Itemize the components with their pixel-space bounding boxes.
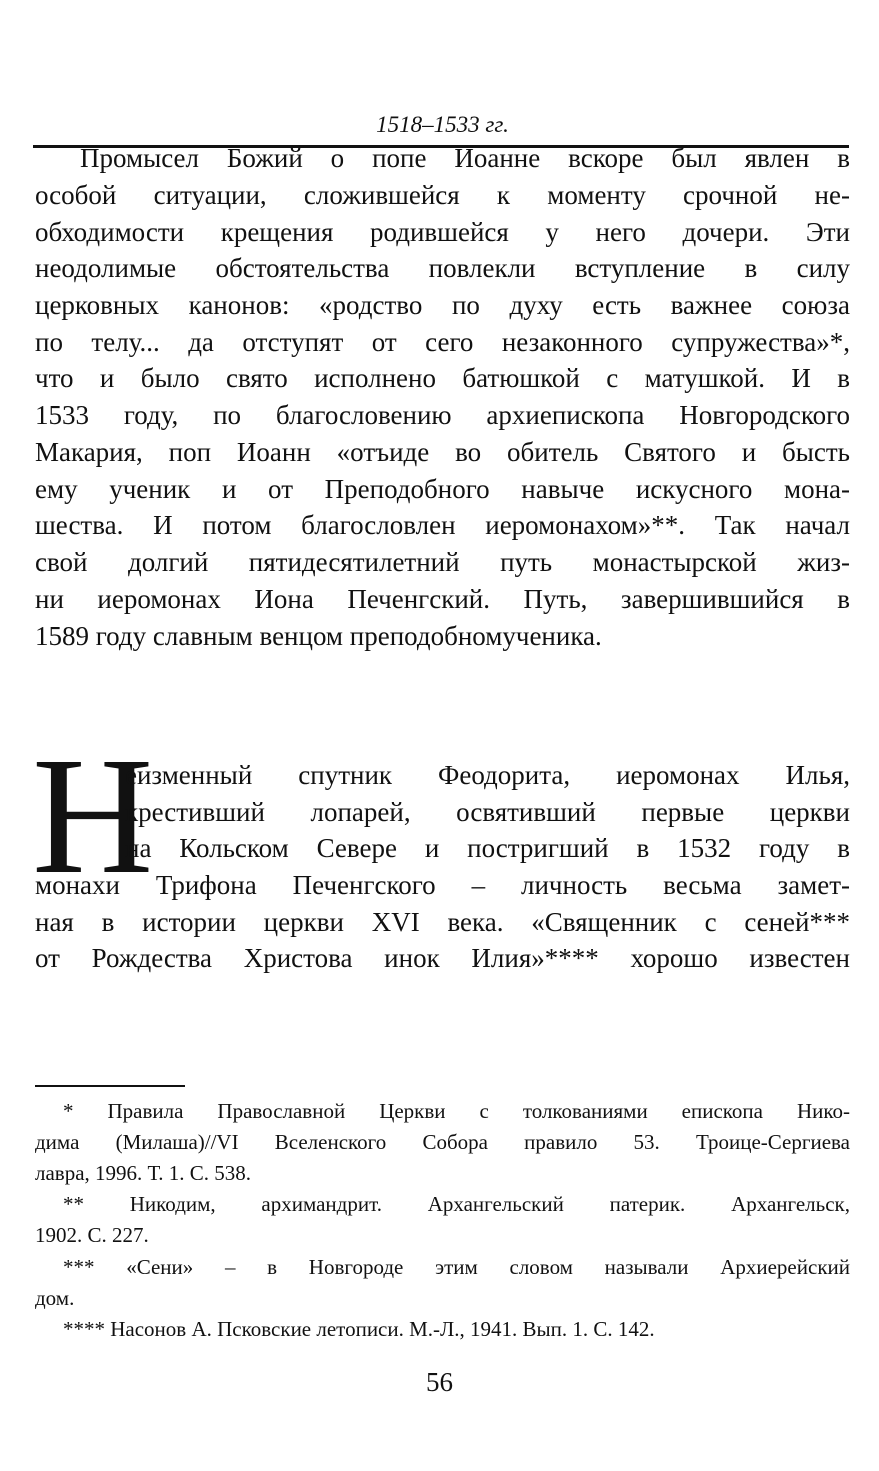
text-line: ни иеромонах Иона Печенгский. Путь, завершившийся в <box>35 584 850 614</box>
footnote-rule <box>35 1085 185 1087</box>
page-number: 56 <box>426 1367 453 1397</box>
text-line: Промысел Божий о попе Иоанне вскоре был явлен в <box>80 143 850 173</box>
text-line: неодолимые обстоятельства повлекли вступление в силу <box>35 253 850 283</box>
text-line: крестивший лопарей, освятивший первые церкви <box>125 797 850 827</box>
footnote-line: ** Никодим, архимандрит. Архангельский патерик. Архангельск, <box>63 1192 850 1216</box>
footnote-line: дима (Милаша)//VI Вселенского Собора правило 53. Троице-Сергиева <box>35 1130 850 1154</box>
footnote-line: лавра, 1996. Т. 1. С. 538. <box>35 1161 252 1185</box>
footnote-line: 1902. С. 227. <box>35 1223 149 1247</box>
footnote-line: * Правила Православной Церкви с толкованиями епископа Нико- <box>63 1099 850 1123</box>
text-line: обходимости крещения родившейся у него дочери. Эти <box>35 217 850 247</box>
text-line: по телу... да отступят от сего незаконного супружества»*, <box>35 327 850 357</box>
text-line: еизменный спутник Феодорита, иеромонах Илья, <box>125 760 850 790</box>
text-line: особой ситуации, сложившейся к моменту срочной не- <box>35 180 850 210</box>
text-line: монахи Трифона Печенгского – личность весьма замет- <box>35 870 850 900</box>
text-line: на Кольском Севере и постригший в 1532 году в <box>125 833 850 863</box>
text-line: церковных канонов: «родство по духу есть важнее союза <box>35 290 850 320</box>
text-line: 1533 году, по благословению архиепископа Новгородского <box>35 400 850 430</box>
drop-cap: Н <box>32 723 154 909</box>
running-header: 1518–1533 гг. <box>376 112 509 137</box>
text-line: шества. И потом благословлен иеромонахом»**. Так начал <box>35 510 850 540</box>
text-line: ная в истории церкви XVI века. «Священник с сеней*** <box>35 907 850 937</box>
text-line: свой долгий пятидесятилетний путь монастырской жиз- <box>35 547 850 577</box>
text-line: от Рождества Христова инок Илия»**** хорошо известен <box>35 943 850 973</box>
footnote-line: **** Насонов А. Псковские летописи. М.-Л., 1941. Вып. 1. С. 142. <box>63 1317 655 1341</box>
footnote-line: *** «Сени» – в Новгороде этим словом называли Архиерейский <box>63 1255 850 1279</box>
footnote-line: дом. <box>35 1286 75 1310</box>
text-line: Макария, поп Иоанн «отъиде во обитель Святого и бысть <box>35 437 850 467</box>
text-line: 1589 году славным венцом преподобномученика. <box>35 621 602 651</box>
text-line: ему ученик и от Преподобного навыче искусного мона- <box>35 474 850 504</box>
text-line: что и было свято исполнено батюшкой с матушкой. И в <box>35 363 850 393</box>
